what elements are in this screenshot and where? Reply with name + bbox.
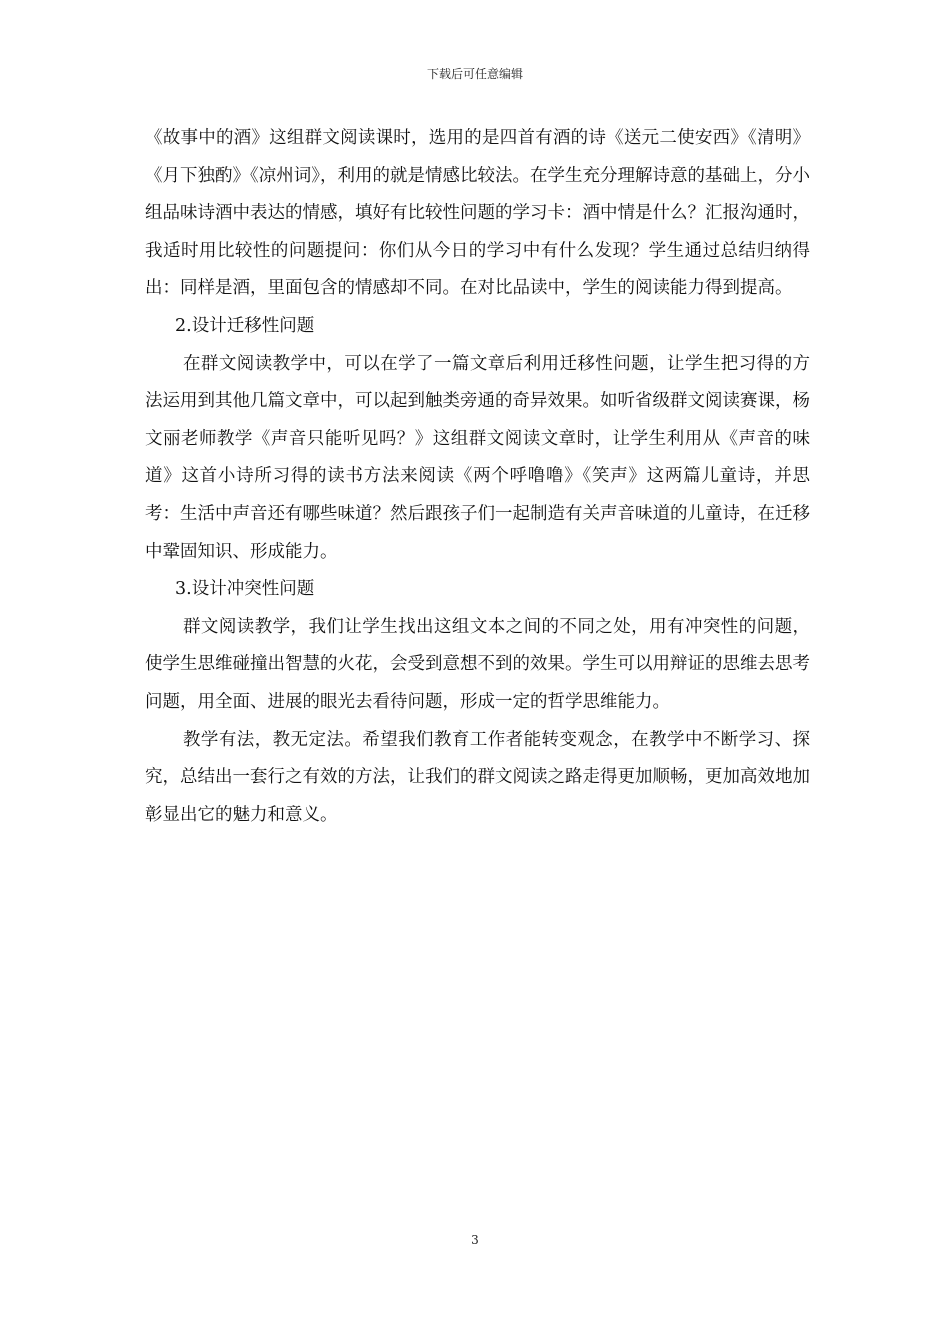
page-number: 3: [471, 1233, 479, 1247]
section-heading-3: 3.设计冲突性问题: [175, 579, 315, 600]
document-body: [145, 120, 810, 834]
paragraph-continuation: 《故事中的酒》这组群文阅读课时，选用的是四首有酒的诗《送元二使安西》《清明》《月下独酌》《凉州词》，利用的就是情感比较法。在学生充分理解诗意的基础上，分小组品味诗酒中表达的情感，填好有比较性问题的学习卡：酒中情是什么？汇报沟通时，我适时用比较性的问题提问：你们从今日的学习中有什么发现？学生通过总结归纳得出：同样是酒，里面包含的情感却不同。在对比品读中，学生的阅读能力得到提高。: [145, 128, 810, 299]
section-heading-2: 2.设计迁移性问题: [175, 315, 315, 336]
paragraph-transfer-questions: 在群文阅读教学中，可以在学了一篇文章后利用迁移性问题，让学生把习得的方法运用到其他几篇文章中，可以起到触类旁通的奇异效果。如听省级群文阅读赛课，杨文丽老师教学《声音只能听见吗？》这组群文阅读文章时，让学生利用从《声音的味道》这首小诗所习得的读书方法来阅读《两个呼噜噜》《笑声》这两篇儿童诗，并思考：生活中声音还有哪些味道？然后跟孩子们一起制造有关声音味道的儿童诗，在迁移中鞏固知识、形成能力。: [145, 353, 810, 562]
paragraph-conclusion: 教学有法，教无定法。希望我们教育工作者能转变观念，在教学中不断学习、探究，总结出一套行之有效的方法，让我们的群文阅读之路走得更加顺畅，更加高效地加彰显出它的魅力和意义。: [145, 729, 810, 825]
paragraph-conflict-questions: 群文阅读教学，我们让学生找出这组文本之间的不同之处，用有冲突性的问题，使学生思维碰撞出智慧的火花，会受到意想不到的效果。学生可以用辩证的思维去思考问题，用全面、进展的眼光去看待问题，形成一定的哲学思维能力。: [145, 616, 810, 712]
page-header: 下载后可任意编辑: [426, 67, 523, 81]
